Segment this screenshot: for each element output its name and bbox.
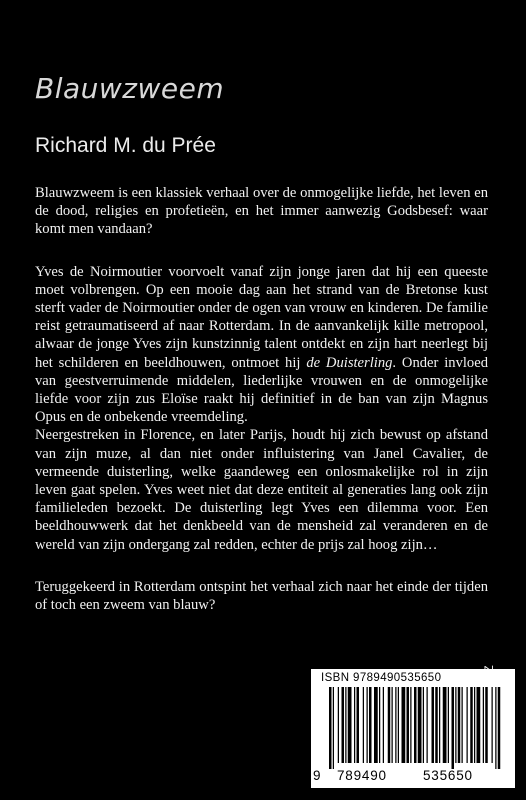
barcode-bar bbox=[427, 687, 428, 763]
barcode-bar bbox=[369, 687, 372, 763]
barcode-bar bbox=[342, 687, 345, 763]
isbn-label: ISBN 9789490535650 bbox=[321, 672, 442, 684]
barcode-bar bbox=[374, 687, 378, 763]
blurb-paragraph-2-text: Yves de Noirmoutier voorvoelt vanaf zijn jonge jaren dat hij een queeste moet volbrengen. Op een mooie dag aan het strand van de Bretonse kust sterft vader de Noirmoutier onder de ogen van vrouw en kinderen. De familie reist getraumatiseerd af naar Rotterdam. In de aanvankelijk kille metropool, alwaar de jonge Yves zijn kunstzinnig talent ontdekt en zijn hart neerlegt bij het schilderen en beeldhouwen, ontmoet hij bbox=[35, 263, 488, 371]
author-name: Richard M. du Prée bbox=[35, 134, 216, 157]
barcode-bar bbox=[407, 687, 410, 763]
barcode-bar bbox=[477, 687, 481, 763]
barcode-digit-first: 9 bbox=[313, 768, 322, 783]
barcode-bar bbox=[414, 687, 417, 763]
barcode-bar bbox=[485, 687, 488, 763]
barcode-bar bbox=[395, 687, 396, 763]
barcode-bar bbox=[398, 687, 399, 763]
blurb-paragraph-1: Blauwzweem is een klassiek verhaal over de onmogelijke liefde, het leven en de dood, religies en profetieën, en het immer aanwezig Godsbesef: waar komt men vandaan? bbox=[35, 185, 488, 238]
barcode-bar bbox=[462, 687, 463, 763]
barcode-bar bbox=[423, 687, 424, 763]
barcode-bar bbox=[467, 687, 468, 763]
barcode-digit-group-1: 789490 bbox=[337, 768, 387, 783]
book-title: Blauwzweem bbox=[35, 72, 225, 105]
barcode-bar bbox=[402, 687, 406, 763]
barcode-bar bbox=[483, 687, 484, 763]
blurb-paragraph-4: Teruggekeerd in Rotterdam ontspint het verhaal zich naar het einde der tijden of toch een zweem van blauw? bbox=[35, 578, 488, 614]
barcode-bar bbox=[392, 687, 393, 763]
barcode-bar bbox=[348, 687, 352, 763]
barcode-bar bbox=[443, 687, 447, 763]
barcode-bar bbox=[432, 687, 435, 763]
barcode-bar bbox=[474, 687, 475, 763]
blurb-paragraph-3: Neergestreken in Florence, en later Parijs, houdt hij zich bewust op afstand van zijn muze, al dan niet onder influistering van Janel Cavalier, de vermeende duisterling, welke gaandeweg een onlosmakelijke rol in zijn leven gaat spelen. Yves weet niet dat deze entiteit al generaties lang ook zijn familieleden bezoekt. De duisterling legt Yves een dilemma voor. Een beeldhouwwerk dat het denkbeeld van de mensheid zal veranderen en de wereld van zijn ondergang zal redden, echter de prijs zal hoog zijn… bbox=[35, 427, 488, 553]
blurb-emphasis-duisterling: de Duisterling bbox=[306, 354, 393, 371]
barcode-bar bbox=[498, 687, 501, 769]
blurb-paragraph-2 bbox=[35, 263, 488, 427]
barcode-bar bbox=[448, 687, 449, 763]
back-cover-blurb bbox=[35, 184, 488, 638]
barcode-bar bbox=[410, 687, 411, 763]
barcode-bar bbox=[379, 687, 380, 763]
barcode-bar bbox=[354, 687, 355, 763]
barcode-bar bbox=[455, 687, 456, 763]
barcode-bar bbox=[367, 687, 368, 763]
barcode-bar bbox=[435, 687, 438, 763]
blurb-paragraph-2-text-end: . Onder invloed van geestverruimende middelen, liederlijke vrouwen en de onmogelijke liefde voor zijn zus Eloïse raakt hij definitief in de ban van zijn Magnus Opus en de onbekende vreemdeling. bbox=[35, 354, 488, 426]
barcode-bar bbox=[363, 687, 364, 763]
barcode-bar bbox=[333, 687, 334, 769]
barcode-bar bbox=[388, 687, 391, 763]
barcode-bars bbox=[319, 687, 507, 769]
isbn-barcode bbox=[311, 669, 515, 788]
barcode-bar bbox=[338, 687, 339, 763]
barcode-bar bbox=[329, 687, 332, 769]
barcode-bar bbox=[418, 687, 422, 763]
barcode-bar bbox=[383, 687, 384, 763]
barcode-bar bbox=[345, 687, 346, 763]
barcode-bar bbox=[470, 687, 473, 763]
barcode-bar bbox=[492, 687, 493, 763]
barcode-bar bbox=[458, 687, 461, 763]
barcode-bar bbox=[452, 687, 455, 769]
barcode-bar bbox=[495, 687, 496, 769]
barcode-bar bbox=[357, 687, 360, 763]
barcode-digit-group-2: 535650 bbox=[423, 768, 473, 783]
barcode-bar bbox=[439, 687, 440, 763]
